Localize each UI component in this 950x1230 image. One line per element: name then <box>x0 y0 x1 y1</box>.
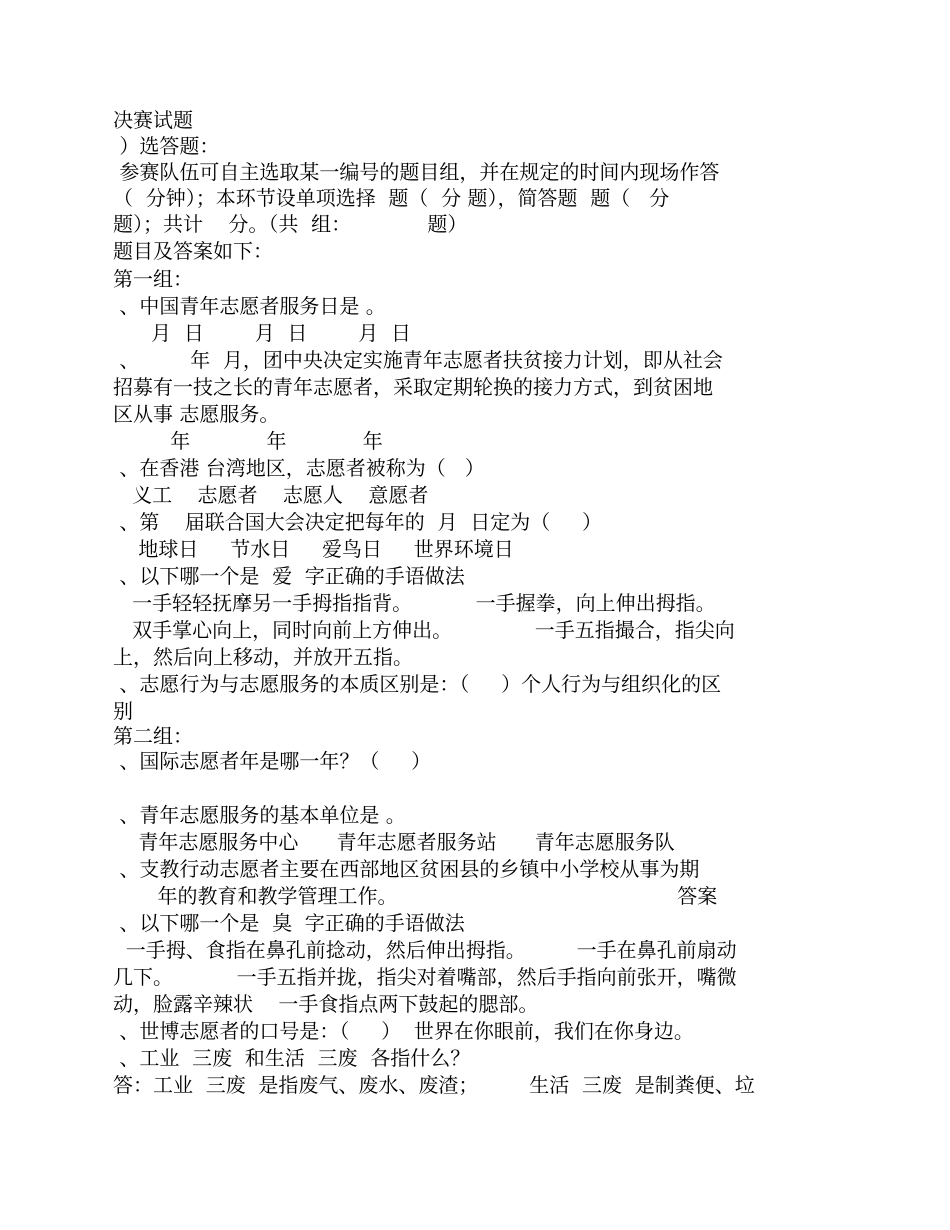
question-line: 年的教育和教学管理工作。 答案 <box>113 884 718 908</box>
group-heading: 第二组： <box>113 724 193 748</box>
question-line: 、以下哪一个是 爱 字正确的手语做法 <box>113 564 465 588</box>
options-line: 几下。 一手五指并拢，指尖对着嘴部，然后手指向前张开，嘴微 <box>113 965 737 989</box>
options-line: 双手掌心向上，同时向前上方伸出。 一手五指撮合，指尖向 <box>113 618 735 642</box>
answers-intro: 题目及答案如下： <box>113 239 273 263</box>
options-line: 一手轻轻抚摩另一手拇指指背。 一手握拳，向上伸出拇指。 <box>113 591 716 615</box>
question-line: 、志愿行为与志愿服务的本质区别是：（ ）个人行为与组织化的区 <box>113 672 722 696</box>
options-line: 动，脸露辛辣状 一手食指点两下鼓起的腮部。 <box>113 992 539 1016</box>
question-line: 招募有一技之长的青年志愿者，采取定期轮换的接力方式，到贫困地 <box>113 375 713 399</box>
options-line: 青年志愿服务中心 青年志愿者服务站 青年志愿服务队 <box>113 830 675 854</box>
question-line: 、青年志愿服务的基本单位是 。 <box>113 803 406 827</box>
group-heading: 第一组： <box>113 267 193 291</box>
question-line: 、在香港 台湾地区，志愿者被称为（ ） <box>113 456 485 480</box>
question-line: 、工业 三废 和生活 三废 各指什么？ <box>113 1046 471 1070</box>
intro-line: 参赛队伍可自主选取某一编号的题目组，并在规定的时间内现场作答 <box>113 160 720 184</box>
section-heading: ）选答题： <box>113 134 220 158</box>
question-line: 、世博志愿者的口号是：（ ） 世界在你眼前，我们在你身边。 <box>113 1019 694 1043</box>
question-line: 、 年 月，团中央决定实施青年志愿者扶贫接力计划，即从社会 <box>113 348 723 372</box>
document-title: 决赛试题 <box>113 108 193 132</box>
answer-line: 答：工业 三废 是指废气、废水、废渣； 生活 三废 是制粪便、垃 <box>113 1073 755 1097</box>
intro-line: 题）；共计 分。（共 组： 题） <box>113 212 468 236</box>
question-line: 、以下哪一个是 臭 字正确的手语做法 <box>113 911 465 935</box>
question-line: 、支教行动志愿者主要在西部地区贫困县的乡镇中小学校从事为期 <box>113 857 700 881</box>
options-line: 地球日 节水日 爱鸟日 世界环境日 <box>113 537 514 561</box>
question-line: 别 <box>113 699 133 723</box>
options-line: 上，然后向上移动，并放开五指。 <box>113 645 413 669</box>
options-line: 月 日 月 日 月 日 <box>113 321 412 345</box>
question-line: 区从事 志愿服务。 <box>113 402 280 426</box>
question-line: 、第 届联合国大会决定把每年的 月 日定为（ ） <box>113 510 603 534</box>
question-line: 、中国青年志愿者服务日是 。 <box>113 294 386 318</box>
options-line: 年 年 年 <box>113 429 383 453</box>
options-line: 义工 志愿者 志愿人 意愿者 <box>113 483 429 507</box>
intro-line: （ 分钟）；本环节设单项选择 题（ 分 题），简答题 题（ 分 <box>113 186 670 210</box>
options-line: 一手拇、食指在鼻孔前捻动，然后伸出拇指。 一手在鼻孔前扇动 <box>113 938 737 962</box>
question-line: 、国际志愿者年是哪一年？（ ） <box>113 749 432 773</box>
